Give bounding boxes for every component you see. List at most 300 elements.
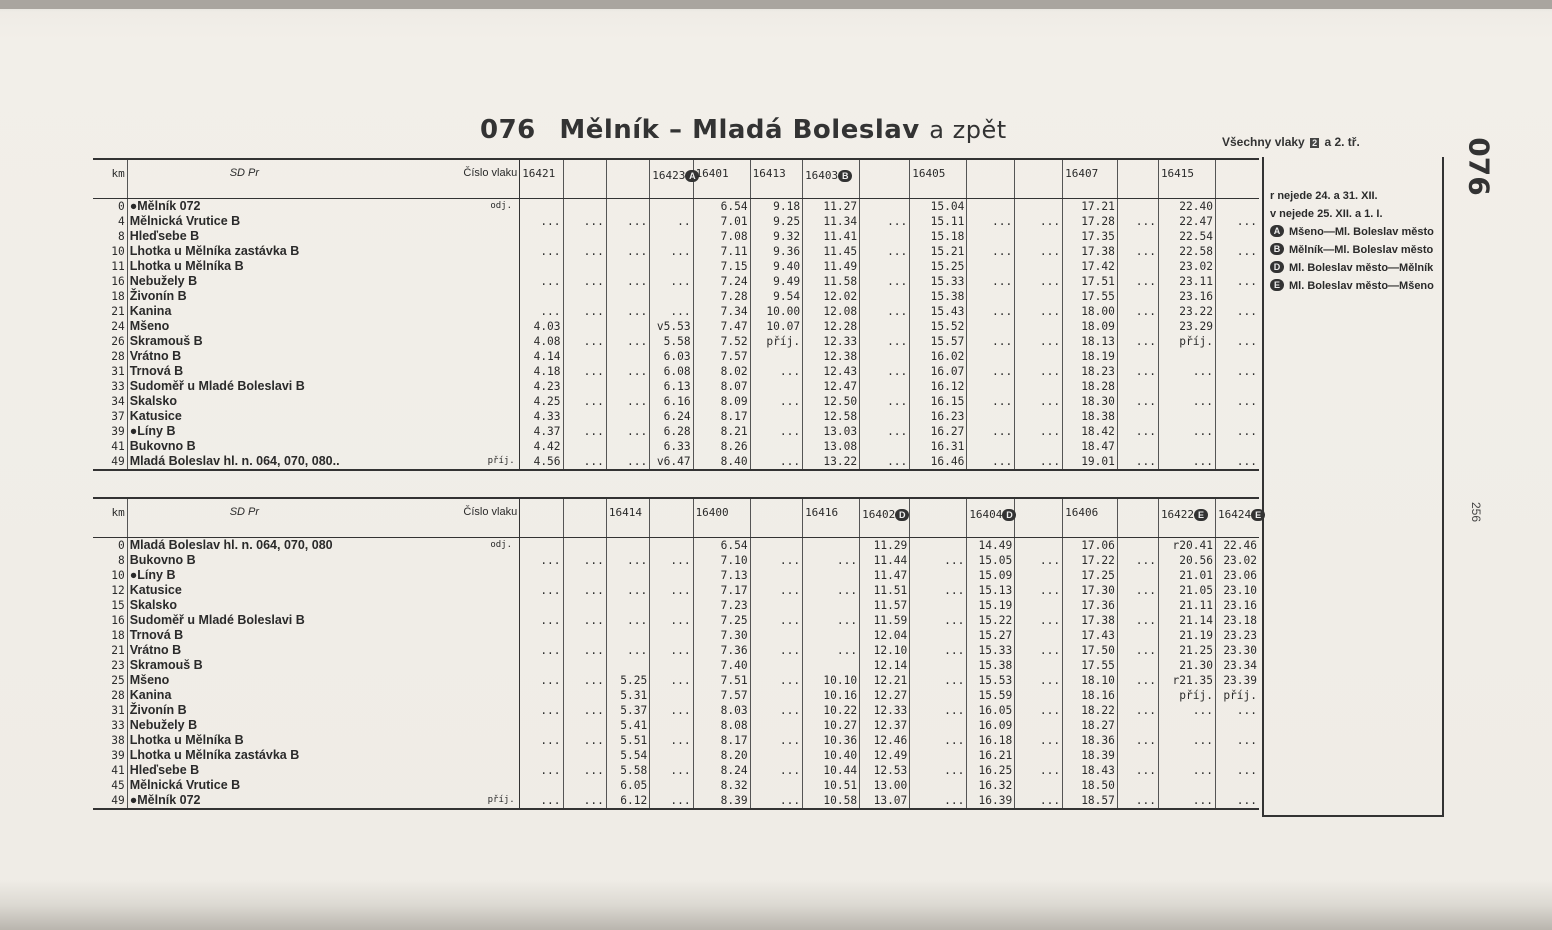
- station-name: ●Líny B: [129, 568, 176, 582]
- time-cell: 8.39: [693, 793, 750, 809]
- time-cell: 4.33: [520, 409, 563, 424]
- time-cell: ...: [1015, 364, 1063, 379]
- time-cell: 12.49: [860, 748, 910, 763]
- time-cell: 21.01: [1158, 568, 1215, 583]
- time-cell: ...: [1117, 304, 1158, 319]
- time-cell: 10.44: [803, 763, 860, 778]
- time-cell: [1158, 778, 1215, 793]
- time-cell: 11.59: [860, 613, 910, 628]
- time-cell: ...: [1117, 454, 1158, 470]
- time-cell: ...: [1015, 454, 1063, 470]
- time-cell: 12.21: [860, 673, 910, 688]
- time-cell: 23.16: [1158, 289, 1215, 304]
- time-cell: [563, 748, 606, 763]
- km-cell: 49: [93, 454, 127, 470]
- time-cell: [563, 688, 606, 703]
- train-number: [910, 498, 967, 538]
- time-cell: [1215, 748, 1259, 763]
- train-number: [860, 498, 910, 538]
- time-cell: 22.58: [1158, 244, 1215, 259]
- time-cell: 7.11: [693, 244, 750, 259]
- time-cell: 18.43: [1063, 763, 1118, 778]
- time-cell: příj.: [1158, 688, 1215, 703]
- time-cell: 8.21: [693, 424, 750, 439]
- time-cell: 16.23: [910, 409, 967, 424]
- time-cell: ...: [910, 763, 967, 778]
- table-row: [93, 793, 1259, 809]
- time-cell: [1015, 688, 1063, 703]
- time-cell: [1158, 379, 1215, 394]
- time-cell: ...: [650, 274, 693, 289]
- sd-label: SD Pr: [229, 167, 260, 179]
- time-cell: [910, 748, 967, 763]
- time-cell: [606, 259, 649, 274]
- time-cell: 8.07: [693, 379, 750, 394]
- time-cell: ...: [520, 214, 563, 229]
- time-cell: ...: [563, 424, 606, 439]
- time-cell: 6.54: [693, 199, 750, 215]
- time-cell: [650, 289, 693, 304]
- time-cell: [563, 718, 606, 733]
- train-number: [606, 498, 649, 538]
- time-cell: ...: [606, 274, 649, 289]
- time-cell: ...: [967, 454, 1015, 470]
- book-fold: [0, 0, 1552, 9]
- time-cell: [860, 439, 910, 454]
- time-cell: [650, 568, 693, 583]
- time-cell: 21.11: [1158, 598, 1215, 613]
- time-cell: 16.18: [967, 733, 1015, 748]
- time-cell: ...: [1117, 244, 1158, 259]
- time-cell: 8.02: [693, 364, 750, 379]
- arr-dep-marker: [483, 364, 520, 379]
- class-info: [1222, 135, 1360, 149]
- table-row: [93, 259, 1259, 274]
- time-cell: 4.37: [520, 424, 563, 439]
- time-cell: [1215, 319, 1259, 334]
- page-title: [480, 115, 1007, 145]
- time-cell: 7.34: [693, 304, 750, 319]
- time-cell: 12.10: [860, 643, 910, 658]
- time-cell: ...: [606, 304, 649, 319]
- time-cell: ...: [1215, 364, 1259, 379]
- time-cell: ...: [1015, 733, 1063, 748]
- time-cell: ...: [910, 583, 967, 598]
- table-row: [93, 289, 1259, 304]
- km-cell: 31: [93, 364, 127, 379]
- time-cell: [650, 628, 693, 643]
- km-cell: 31: [93, 703, 127, 718]
- time-cell: [606, 289, 649, 304]
- time-cell: [1117, 289, 1158, 304]
- time-cell: ...: [860, 334, 910, 349]
- time-cell: [650, 259, 693, 274]
- time-cell: [520, 688, 563, 703]
- time-cell: ...: [967, 244, 1015, 259]
- train-number: [910, 159, 967, 199]
- arr-dep-marker: [483, 613, 520, 628]
- time-cell: [520, 568, 563, 583]
- time-cell: 16.27: [910, 424, 967, 439]
- time-cell: ...: [1015, 613, 1063, 628]
- table-row: [93, 553, 1259, 568]
- time-cell: ...: [967, 334, 1015, 349]
- time-cell: ...: [1117, 274, 1158, 289]
- time-cell: [650, 778, 693, 793]
- time-cell: [1015, 598, 1063, 613]
- time-cell: [860, 289, 910, 304]
- time-cell: ...: [967, 274, 1015, 289]
- km-cell: 33: [93, 718, 127, 733]
- station-name: Katusice: [129, 583, 182, 597]
- time-cell: ...: [606, 583, 649, 598]
- time-cell: 13.08: [803, 439, 860, 454]
- time-cell: [1015, 538, 1063, 554]
- time-cell: ...: [750, 364, 802, 379]
- time-cell: 7.28: [693, 289, 750, 304]
- time-cell: 23.02: [1215, 553, 1259, 568]
- time-cell: [803, 658, 860, 673]
- time-cell: 17.38: [1063, 613, 1118, 628]
- time-cell: 15.33: [910, 274, 967, 289]
- note-e-text: Ml. Boleslav město—Mšeno: [1289, 280, 1434, 292]
- time-cell: ...: [563, 703, 606, 718]
- time-cell: 15.52: [910, 319, 967, 334]
- time-cell: 17.55: [1063, 289, 1118, 304]
- time-cell: ...: [650, 763, 693, 778]
- station-name: Lhotka u Mělníka zastávka B: [129, 748, 300, 762]
- time-cell: ...: [563, 643, 606, 658]
- station-name: Mšeno: [129, 319, 170, 333]
- time-cell: 4.25: [520, 394, 563, 409]
- train-number: [750, 159, 802, 199]
- train-number-text: 16423: [652, 169, 686, 182]
- time-cell: [1215, 259, 1259, 274]
- time-cell: [1117, 628, 1158, 643]
- time-cell: ...: [860, 454, 910, 470]
- time-cell: ...: [563, 364, 606, 379]
- note-r: r nejede 24. a 31. XII.: [1270, 190, 1378, 202]
- table-row: [93, 214, 1259, 229]
- time-cell: 13.00: [860, 778, 910, 793]
- time-cell: [563, 319, 606, 334]
- time-cell: 16.15: [910, 394, 967, 409]
- time-cell: 18.57: [1063, 793, 1118, 809]
- station-name: Mělnická Vrutice B: [129, 778, 241, 792]
- time-cell: [650, 538, 693, 554]
- km-cell: 45: [93, 778, 127, 793]
- time-cell: 17.21: [1063, 199, 1118, 215]
- time-cell: [750, 778, 802, 793]
- station-name: Živonín B: [129, 289, 187, 303]
- table-row: [93, 688, 1259, 703]
- arr-dep-marker: [483, 583, 520, 598]
- time-cell: 7.13: [693, 568, 750, 583]
- time-cell: [606, 409, 649, 424]
- time-cell: [967, 259, 1015, 274]
- time-cell: ...: [606, 364, 649, 379]
- time-cell: [967, 319, 1015, 334]
- time-cell: ...: [750, 793, 802, 809]
- table-row: [93, 349, 1259, 364]
- train-number: [1117, 498, 1158, 538]
- station-name: Sudoměř u Mladé Boleslavi B: [129, 613, 305, 627]
- time-cell: [803, 598, 860, 613]
- table-row: [93, 319, 1259, 334]
- time-cell: [563, 598, 606, 613]
- train-number-label: Číslo vlaku: [463, 167, 518, 179]
- time-cell: ...: [750, 703, 802, 718]
- time-cell: ...: [910, 703, 967, 718]
- table-row: [93, 229, 1259, 244]
- time-cell: 21.25: [1158, 643, 1215, 658]
- train-number: [1063, 498, 1118, 538]
- station-name: ●Líny B: [129, 424, 176, 438]
- km-cell: 4: [93, 214, 127, 229]
- table-row: [93, 598, 1259, 613]
- table-row: [93, 409, 1259, 424]
- arr-dep-marker: [483, 718, 520, 733]
- time-cell: ...: [1117, 733, 1158, 748]
- route-name: Mělník – Mladá Boleslav: [559, 115, 920, 145]
- time-cell: 7.24: [693, 274, 750, 289]
- train-number: [563, 159, 606, 199]
- time-cell: [860, 379, 910, 394]
- time-cell: [1158, 718, 1215, 733]
- time-cell: ...: [910, 673, 967, 688]
- time-cell: 17.50: [1063, 643, 1118, 658]
- time-cell: ...: [803, 613, 860, 628]
- time-cell: 11.27: [803, 199, 860, 215]
- class-info-end: a 2. tř.: [1324, 135, 1360, 149]
- time-cell: ...: [750, 763, 802, 778]
- time-cell: ...: [750, 454, 802, 470]
- time-cell: 5.54: [606, 748, 649, 763]
- time-cell: [967, 439, 1015, 454]
- time-cell: [910, 658, 967, 673]
- time-cell: [563, 259, 606, 274]
- time-cell: [606, 598, 649, 613]
- km-header: km: [93, 159, 127, 199]
- page-number: 256: [1469, 501, 1484, 523]
- time-cell: 10.58: [803, 793, 860, 809]
- timetable-outbound: [93, 158, 1259, 471]
- time-cell: 9.32: [750, 229, 802, 244]
- time-cell: [650, 688, 693, 703]
- arr-dep-marker: příj.: [483, 793, 520, 809]
- time-cell: ...: [1117, 394, 1158, 409]
- time-cell: ...: [1215, 424, 1259, 439]
- time-cell: 15.59: [967, 688, 1015, 703]
- time-cell: ...: [563, 763, 606, 778]
- time-cell: [650, 748, 693, 763]
- km-cell: 16: [93, 613, 127, 628]
- time-cell: ...: [563, 274, 606, 289]
- arr-dep-marker: [483, 553, 520, 568]
- time-cell: [650, 718, 693, 733]
- time-cell: 5.37: [606, 703, 649, 718]
- train-number: [693, 498, 750, 538]
- time-cell: 10.27: [803, 718, 860, 733]
- time-cell: [1117, 439, 1158, 454]
- time-cell: 23.23: [1215, 628, 1259, 643]
- time-cell: ...: [1215, 304, 1259, 319]
- route-code: 076: [480, 115, 536, 145]
- time-cell: 8.32: [693, 778, 750, 793]
- time-cell: ...: [1117, 763, 1158, 778]
- time-cell: 23.11: [1158, 274, 1215, 289]
- time-cell: 10.00: [750, 304, 802, 319]
- km-cell: 11: [93, 259, 127, 274]
- time-cell: 12.08: [803, 304, 860, 319]
- time-cell: [1215, 778, 1259, 793]
- time-cell: 18.22: [1063, 703, 1118, 718]
- time-cell: [1117, 379, 1158, 394]
- time-cell: [1015, 319, 1063, 334]
- time-cell: 8.17: [693, 733, 750, 748]
- arr-dep-marker: [483, 439, 520, 454]
- time-cell: ...: [650, 613, 693, 628]
- time-cell: [1215, 718, 1259, 733]
- time-cell: 11.44: [860, 553, 910, 568]
- time-cell: [750, 568, 802, 583]
- arr-dep-marker: [483, 379, 520, 394]
- time-cell: 18.38: [1063, 409, 1118, 424]
- time-cell: ...: [563, 244, 606, 259]
- time-cell: 21.30: [1158, 658, 1215, 673]
- time-cell: [910, 538, 967, 554]
- time-cell: ...: [860, 424, 910, 439]
- time-cell: 18.36: [1063, 733, 1118, 748]
- time-cell: 17.43: [1063, 628, 1118, 643]
- time-cell: 6.24: [650, 409, 693, 424]
- km-cell: 33: [93, 379, 127, 394]
- train-number: [967, 159, 1015, 199]
- time-cell: [1215, 229, 1259, 244]
- time-cell: ...: [606, 394, 649, 409]
- time-cell: 17.36: [1063, 598, 1118, 613]
- time-cell: ...: [563, 454, 606, 470]
- time-cell: ...: [606, 214, 649, 229]
- time-cell: [563, 229, 606, 244]
- arr-dep-marker: [483, 244, 520, 259]
- station-name: Trnová B: [129, 628, 184, 642]
- arr-dep-marker: příj.: [483, 454, 520, 470]
- time-cell: 23.30: [1215, 643, 1259, 658]
- km-cell: 39: [93, 748, 127, 763]
- time-cell: ...: [1215, 703, 1259, 718]
- station-name: Trnová B: [129, 364, 184, 378]
- time-cell: 5.58: [606, 763, 649, 778]
- time-cell: ...: [650, 703, 693, 718]
- train-number: [520, 159, 563, 199]
- time-cell: 5.51: [606, 733, 649, 748]
- time-cell: 18.00: [1063, 304, 1118, 319]
- table-row: [93, 244, 1259, 259]
- time-cell: 16.02: [910, 349, 967, 364]
- time-cell: [1117, 259, 1158, 274]
- table-row: [93, 379, 1259, 394]
- time-cell: 7.17: [693, 583, 750, 598]
- time-cell: [520, 628, 563, 643]
- time-cell: ...: [520, 583, 563, 598]
- time-cell: 21.19: [1158, 628, 1215, 643]
- time-cell: [563, 568, 606, 583]
- time-cell: ...: [1015, 793, 1063, 809]
- time-cell: ...: [650, 733, 693, 748]
- time-cell: [520, 538, 563, 554]
- station-name: Vrátno B: [129, 643, 182, 657]
- time-cell: 12.37: [860, 718, 910, 733]
- time-cell: 12.04: [860, 628, 910, 643]
- time-cell: [1015, 379, 1063, 394]
- time-cell: [563, 409, 606, 424]
- station-name: Lhotka u Mělníka B: [129, 259, 244, 273]
- time-cell: [650, 598, 693, 613]
- train-number: [1015, 498, 1063, 538]
- table-row: [93, 394, 1259, 409]
- table-row: [93, 763, 1259, 778]
- km-cell: 39: [93, 424, 127, 439]
- arr-dep-marker: [483, 628, 520, 643]
- time-cell: 11.57: [860, 598, 910, 613]
- time-cell: 7.01: [693, 214, 750, 229]
- time-cell: 17.06: [1063, 538, 1118, 554]
- time-cell: [1015, 658, 1063, 673]
- km-cell: 38: [93, 733, 127, 748]
- station-name: Sudoměř u Mladé Boleslavi B: [129, 379, 305, 393]
- time-cell: ...: [1117, 364, 1158, 379]
- time-cell: 12.58: [803, 409, 860, 424]
- arr-dep-marker: [483, 229, 520, 244]
- time-cell: [650, 658, 693, 673]
- km-cell: 28: [93, 349, 127, 364]
- time-cell: 15.04: [910, 199, 967, 215]
- table-row: [93, 364, 1259, 379]
- station-name: Skalsko: [129, 598, 177, 612]
- time-cell: 21.14: [1158, 613, 1215, 628]
- time-cell: ...: [563, 553, 606, 568]
- time-cell: 15.53: [967, 673, 1015, 688]
- time-cell: 12.33: [860, 703, 910, 718]
- time-cell: 7.08: [693, 229, 750, 244]
- train-number-text: 16414: [608, 506, 642, 519]
- station-header: [127, 159, 519, 199]
- train-number: [563, 498, 606, 538]
- time-cell: 17.30: [1063, 583, 1118, 598]
- time-cell: ...: [860, 394, 910, 409]
- time-cell: ...: [563, 394, 606, 409]
- time-cell: 8.20: [693, 748, 750, 763]
- time-cell: 6.33: [650, 439, 693, 454]
- time-cell: [606, 538, 649, 554]
- time-cell: [860, 229, 910, 244]
- time-cell: 23.39: [1215, 673, 1259, 688]
- time-cell: 11.49: [803, 259, 860, 274]
- train-number: [520, 498, 563, 538]
- time-cell: 10.51: [803, 778, 860, 793]
- time-cell: ...: [967, 424, 1015, 439]
- time-cell: [1215, 379, 1259, 394]
- time-cell: ...: [606, 454, 649, 470]
- train-number: [967, 498, 1015, 538]
- time-cell: [1117, 349, 1158, 364]
- note-v: v nejede 25. XII. a 1. I.: [1270, 208, 1383, 220]
- time-cell: 23.22: [1158, 304, 1215, 319]
- time-cell: ...: [1158, 364, 1215, 379]
- time-cell: ...: [650, 583, 693, 598]
- time-cell: 7.47: [693, 319, 750, 334]
